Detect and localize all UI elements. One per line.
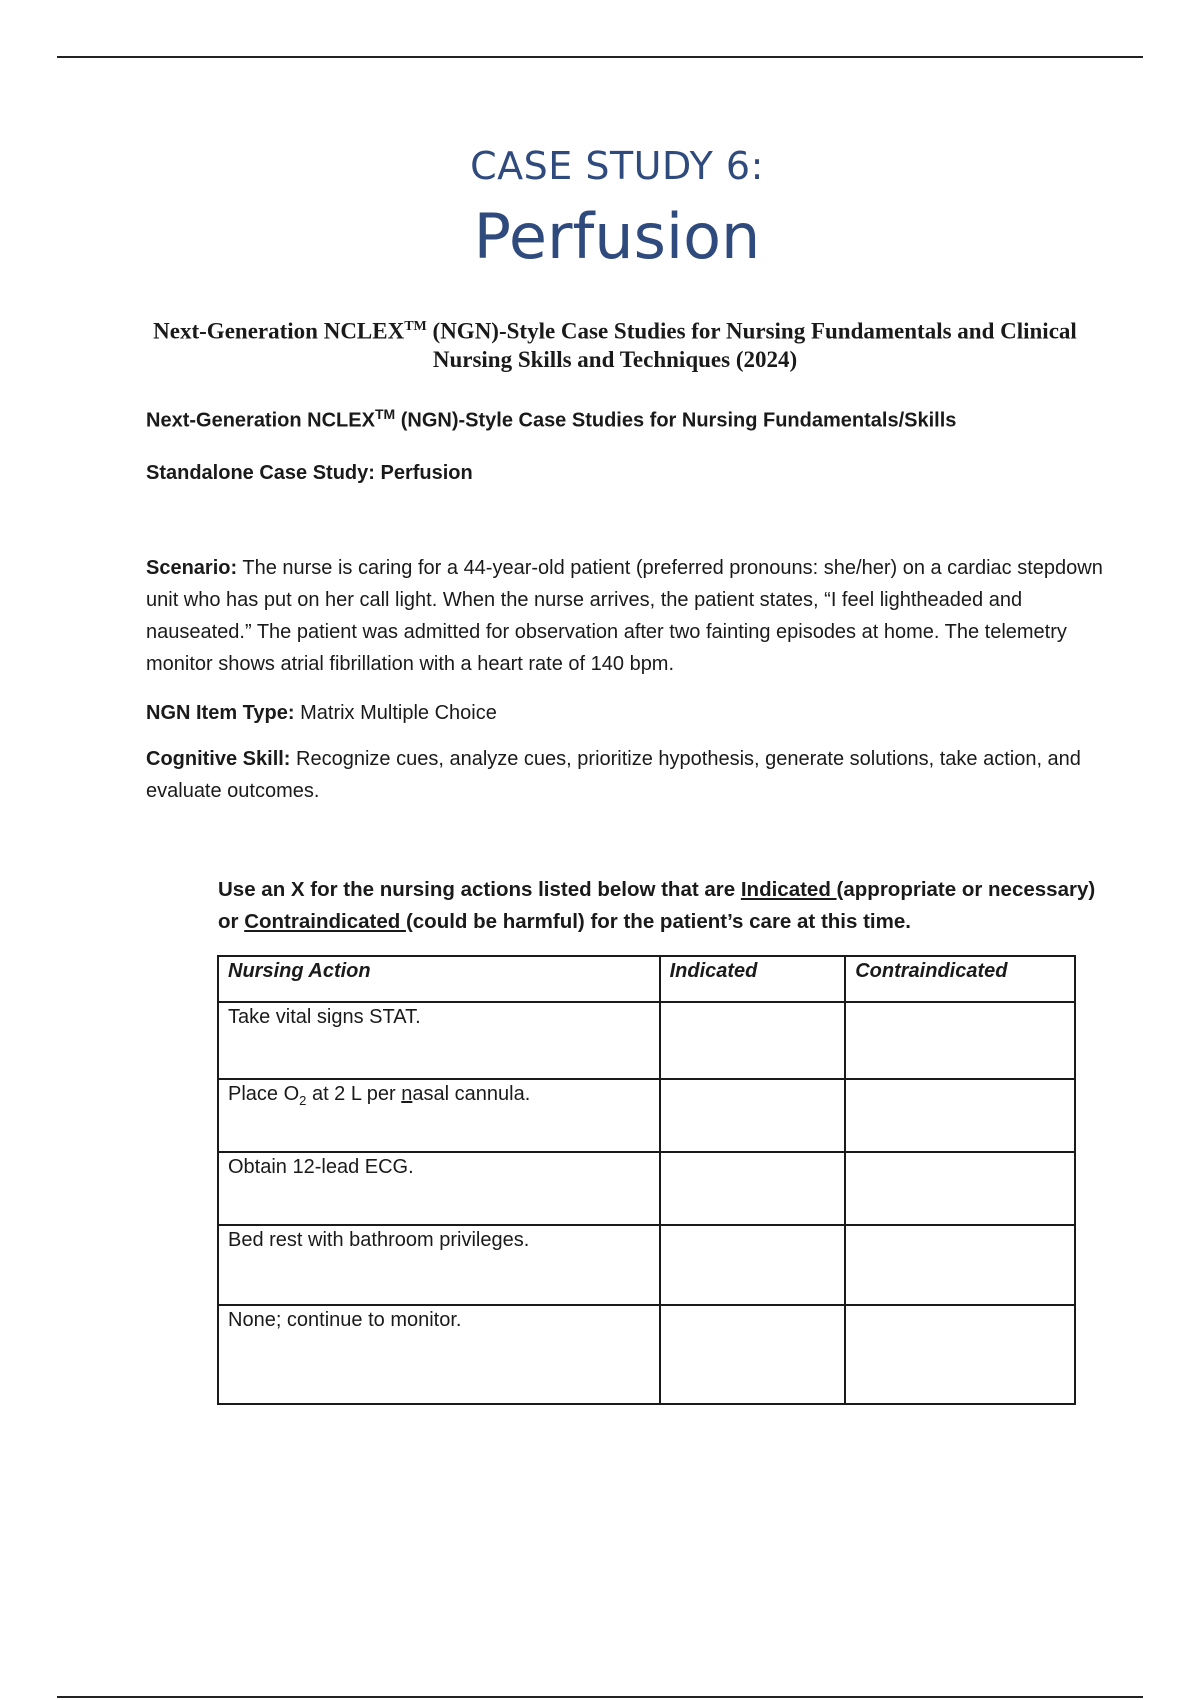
indicated-cell[interactable]	[660, 1079, 846, 1152]
table-row	[218, 1305, 1075, 1404]
table-row	[218, 1002, 1075, 1079]
section-heading: Next-Generation NCLEX™ (NGN)-Style Case Studies for Nursing Fundamentals/Skills	[146, 406, 957, 432]
table-row	[218, 1079, 1075, 1152]
document-subtitle: Next-Generation NCLEX™ (NGN)-Style Case Studies for Nursing Fundamentals and Clinical Nursing Skills and Techniques (2024)	[153, 318, 1077, 372]
indicated-cell[interactable]	[660, 1002, 846, 1079]
header-contraindicated: Contraindicated	[845, 956, 1075, 1002]
header-nursing-action: Nursing Action	[218, 956, 660, 1002]
indicated-cell[interactable]	[660, 1305, 846, 1404]
item-type: NGN Item Type: Matrix Multiple Choice	[146, 702, 497, 724]
contraindicated-cell[interactable]	[845, 1152, 1075, 1225]
contraindicated-cell[interactable]	[845, 1305, 1075, 1404]
table-header-row	[218, 956, 1075, 1002]
action-cell: Take vital signs STAT.	[218, 1002, 660, 1079]
table-row	[218, 1225, 1075, 1305]
nursing-action-matrix	[217, 955, 1076, 1405]
header-indicated: Indicated	[660, 956, 846, 1002]
action-cell: Place $O_2$ at 2 L per nasal cannula.	[218, 1079, 660, 1152]
table-row	[218, 1152, 1075, 1225]
contraindicated-cell[interactable]	[845, 1225, 1075, 1305]
bottom-rule	[57, 1696, 1143, 1698]
page-title: Perfusion	[473, 200, 761, 273]
instructions: Use an X for the nursing actions listed below that are Indicated (appropriate or necessary) or Contraindicated (could be harmful) for the patient’s care at this time.	[218, 878, 1096, 933]
case-label: CASE STUDY 6:	[470, 144, 764, 188]
contraindicated-cell[interactable]	[845, 1079, 1075, 1152]
indicated-cell[interactable]	[660, 1152, 846, 1225]
action-cell: None; continue to monitor.	[218, 1305, 660, 1404]
top-rule	[57, 56, 1143, 58]
scenario-paragraph: Scenario: The nurse is caring for a 44-year-old patient (preferred pronouns: she/her) on a cardiac stepdown unit who has put on her call light. When the nurse arrives, the patient states, “I feel lightheaded and nauseated.” The patient was admitted for observation after two fainting episodes at home. The telemetry monitor shows atrial fibrillation with a heart rate of 140 bpm.	[146, 557, 1103, 675]
indicated-cell[interactable]	[660, 1225, 846, 1305]
action-cell: Bed rest with bathroom privileges.	[218, 1225, 660, 1305]
cognitive-skill: Cognitive Skill: Recognize cues, analyze cues, prioritize hypothesis, generate solutions, take action, and evaluate outcomes.	[146, 748, 1081, 802]
contraindicated-cell[interactable]	[845, 1002, 1075, 1079]
action-cell: Obtain 12-lead ECG.	[218, 1152, 660, 1225]
standalone-heading: Standalone Case Study: Perfusion	[146, 462, 473, 484]
